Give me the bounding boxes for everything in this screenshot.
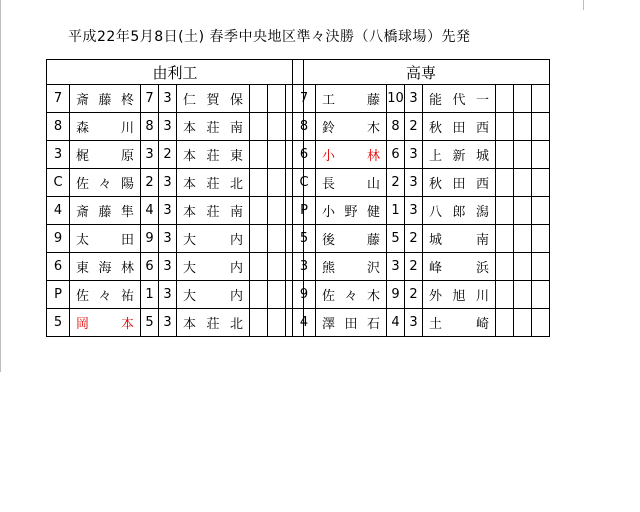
player-name-cell: 森川 [70,113,141,141]
player-name-cell: 斎藤隼 [70,197,141,225]
team-name: 高専 [293,60,550,85]
position-cell: C [47,169,70,197]
uniform-number-cell: 4 [141,197,159,225]
blank-cell [514,309,532,337]
player-name-cell: 澤田石 [316,309,387,337]
player-name-cell: 岡本 [70,309,141,337]
grade-cell: 2 [405,113,423,141]
blank-cell [496,197,514,225]
grade-cell: 3 [159,197,177,225]
uniform-number-cell: 10 [387,85,405,113]
player-row [293,253,550,281]
school-cell: 秋田西 [423,169,496,197]
school-cell: 本荘東 [177,141,250,169]
blank-cell [532,197,550,225]
blank-cell [250,85,268,113]
page-title: 平成22年5月8日(土) 春季中央地区準々決勝（八橋球場）先発 [68,29,471,45]
uniform-number-cell: 9 [387,281,405,309]
position-cell: P [47,281,70,309]
uniform-number-cell: 1 [141,281,159,309]
blank-cell [268,253,286,281]
school-cell: 本荘北 [177,169,250,197]
player-row [47,169,304,197]
grade-cell: 2 [405,225,423,253]
uniform-number-cell: 6 [141,253,159,281]
school-cell: 仁賀保 [177,85,250,113]
player-row [293,309,550,337]
position-cell: 3 [47,141,70,169]
blank-cell [514,169,532,197]
player-name-cell: 長山 [316,169,387,197]
position-cell: 6 [293,141,316,169]
blank-cell [268,113,286,141]
position-cell: 8 [47,113,70,141]
uniform-number-cell: 1 [387,197,405,225]
uniform-number-cell: 5 [141,309,159,337]
uniform-number-cell: 9 [141,225,159,253]
player-name-cell: 小野健 [316,197,387,225]
grade-cell: 3 [405,141,423,169]
player-row [47,309,304,337]
player-name-cell: 東海林 [70,253,141,281]
blank-cell [250,141,268,169]
grade-cell: 3 [405,85,423,113]
player-name-cell: 鈴木 [316,113,387,141]
blank-cell [496,253,514,281]
blank-cell [532,169,550,197]
blank-cell [496,113,514,141]
blank-cell [514,141,532,169]
grade-cell: 3 [159,225,177,253]
position-cell: P [293,197,316,225]
position-cell: 5 [293,225,316,253]
grade-cell: 3 [159,113,177,141]
blank-cell [532,225,550,253]
uniform-number-cell: 4 [387,309,405,337]
blank-cell [514,197,532,225]
position-cell: 9 [293,281,316,309]
school-cell: 大内 [177,281,250,309]
uniform-number-cell: 3 [387,253,405,281]
player-row [293,141,550,169]
school-cell: 本荘南 [177,113,250,141]
blank-cell [532,281,550,309]
blank-cell [496,85,514,113]
player-name-cell: 工藤 [316,85,387,113]
player-name-cell: 後藤 [316,225,387,253]
player-row [293,169,550,197]
position-cell: 7 [47,85,70,113]
uniform-number-cell: 7 [141,85,159,113]
grade-cell: 3 [159,169,177,197]
position-cell: C [293,169,316,197]
blank-cell [268,225,286,253]
position-cell: 8 [293,113,316,141]
grade-cell: 3 [159,281,177,309]
blank-cell [250,309,268,337]
player-name-cell: 斎藤柊 [70,85,141,113]
player-name-cell: 梶原 [70,141,141,169]
blank-cell [496,225,514,253]
grade-cell: 3 [159,309,177,337]
uniform-number-cell: 8 [387,113,405,141]
blank-cell [496,309,514,337]
player-row [293,197,550,225]
blank-cell [496,281,514,309]
school-cell: 大内 [177,225,250,253]
school-cell: 秋田西 [423,113,496,141]
blank-cell [268,85,286,113]
player-name-cell: 佐々木 [316,281,387,309]
player-row [47,113,304,141]
blank-cell [268,169,286,197]
school-cell: 本荘北 [177,309,250,337]
player-name-cell: 太田 [70,225,141,253]
blank-cell [532,309,550,337]
position-cell: 4 [293,309,316,337]
blank-cell [268,309,286,337]
player-row [47,281,304,309]
player-name-cell: 佐々祐 [70,281,141,309]
school-cell: 上新城 [423,141,496,169]
player-row [293,85,550,113]
blank-cell [532,113,550,141]
lineup-table-left [46,59,304,337]
blank-cell [268,141,286,169]
school-cell: 外旭川 [423,281,496,309]
blank-cell [532,141,550,169]
school-cell: 本荘南 [177,197,250,225]
blank-cell [514,281,532,309]
player-row [293,113,550,141]
team-name: 由利工 [47,60,304,85]
player-row [293,281,550,309]
blank-cell [496,169,514,197]
blank-cell [514,253,532,281]
blank-cell [532,253,550,281]
player-row [293,225,550,253]
player-row [47,197,304,225]
lineup-table-right [292,59,550,337]
position-cell: 9 [47,225,70,253]
blank-cell [268,281,286,309]
school-cell: 土崎 [423,309,496,337]
blank-cell [514,85,532,113]
position-cell: 5 [47,309,70,337]
blank-cell [250,113,268,141]
grade-cell: 3 [159,253,177,281]
player-row [47,225,304,253]
blank-cell [514,225,532,253]
blank-cell [532,85,550,113]
blank-cell [250,281,268,309]
uniform-number-cell: 5 [387,225,405,253]
position-cell: 3 [293,253,316,281]
blank-cell [268,197,286,225]
blank-cell [250,197,268,225]
player-row [47,253,304,281]
player-row [47,141,304,169]
uniform-number-cell: 3 [141,141,159,169]
school-cell: 八郎潟 [423,197,496,225]
position-cell: 4 [47,197,70,225]
school-cell: 能代一 [423,85,496,113]
position-cell: 6 [47,253,70,281]
blank-cell [250,225,268,253]
blank-cell [514,113,532,141]
grade-cell: 3 [405,169,423,197]
uniform-number-cell: 8 [141,113,159,141]
grade-cell: 3 [405,197,423,225]
grade-cell: 2 [405,253,423,281]
uniform-number-cell: 2 [141,169,159,197]
blank-cell [250,169,268,197]
grade-cell: 2 [405,281,423,309]
grade-cell: 3 [159,85,177,113]
uniform-number-cell: 6 [387,141,405,169]
school-cell: 大内 [177,253,250,281]
grade-cell: 3 [405,309,423,337]
player-name-cell: 熊沢 [316,253,387,281]
grade-cell: 2 [159,141,177,169]
position-cell: 7 [293,85,316,113]
player-name-cell: 小林 [316,141,387,169]
player-row [47,85,304,113]
school-cell: 城南 [423,225,496,253]
sheet-edge-right [583,0,584,10]
blank-cell [250,253,268,281]
sheet-edge-left [0,0,1,372]
player-name-cell: 佐々陽 [70,169,141,197]
blank-cell [496,141,514,169]
school-cell: 峰浜 [423,253,496,281]
uniform-number-cell: 2 [387,169,405,197]
